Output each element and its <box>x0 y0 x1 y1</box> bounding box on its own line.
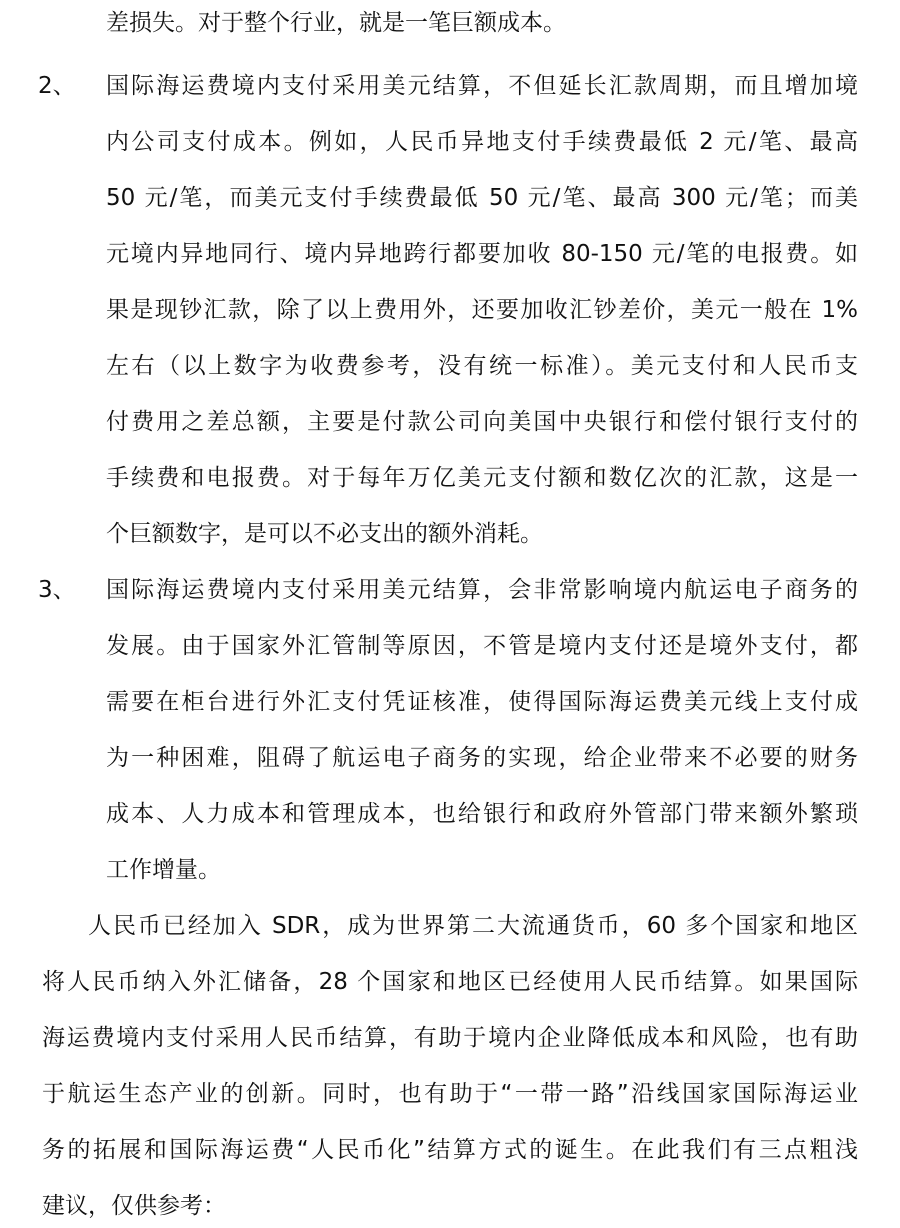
text-line: 内公司支付成本。例如，人民币异地支付手续费最低 2 元/笔、最高 <box>106 129 858 155</box>
text-line: 付费用之差总额，主要是付款公司向美国中央银行和偿付银行支付的 <box>106 409 858 435</box>
list-number: 2、 <box>38 73 76 99</box>
text-line: 50 元/笔，而美元支付手续费最低 50 元/笔、最高 300 元/笔；而美 <box>106 185 858 211</box>
text-line: 成本、人力成本和管理成本，也给银行和政府外管部门带来额外繁琐 <box>106 801 858 827</box>
text-line: 将人民币纳入外汇储备，28 个国家和地区已经使用人民币结算。如果国际 <box>42 969 858 995</box>
text-line: 需要在柜台进行外汇支付凭证核准，使得国际海运费美元线上支付成 <box>106 689 858 715</box>
text-line: 差损失。对于整个行业，就是一笔巨额成本。 <box>106 10 566 36</box>
list-number: 3、 <box>38 577 76 603</box>
text-line: 发展。由于国家外汇管制等原因，不管是境内支付还是境外支付，都 <box>106 633 858 659</box>
text-line: 国际海运费境内支付采用美元结算，会非常影响境内航运电子商务的 <box>106 577 858 603</box>
text-line: 工作增量。 <box>106 857 221 883</box>
text-line: 务的拓展和国际海运费“人民币化”结算方式的诞生。在此我们有三点粗浅 <box>42 1137 858 1163</box>
text-line: 左右（以上数字为收费参考，没有统一标准）。美元支付和人民币支 <box>106 353 858 379</box>
text-line: 建议，仅供参考： <box>42 1193 226 1219</box>
text-line: 海运费境内支付采用人民币结算，有助于境内企业降低成本和风险，也有助 <box>42 1025 858 1051</box>
text-line: 于航运生态产业的创新。同时，也有助于“一带一路”沿线国家国际海运业 <box>42 1081 858 1107</box>
text-line: 人民币已经加入 SDR，成为世界第二大流通货币，60 多个国家和地区 <box>88 913 858 939</box>
text-line: 果是现钞汇款，除了以上费用外，还要加收汇钞差价，美元一般在 1% <box>106 297 858 323</box>
text-line: 个巨额数字，是可以不必支出的额外消耗。 <box>106 521 543 547</box>
text-line: 国际海运费境内支付采用美元结算，不但延长汇款周期，而且增加境 <box>106 73 858 99</box>
text-line: 手续费和电报费。对于每年万亿美元支付额和数亿次的汇款，这是一 <box>106 465 858 491</box>
text-line: 元境内异地同行、境内异地跨行都要加收 80-150 元/笔的电报费。如 <box>106 241 858 267</box>
text-line: 为一种困难，阻碍了航运电子商务的实现，给企业带来不必要的财务 <box>106 745 858 771</box>
